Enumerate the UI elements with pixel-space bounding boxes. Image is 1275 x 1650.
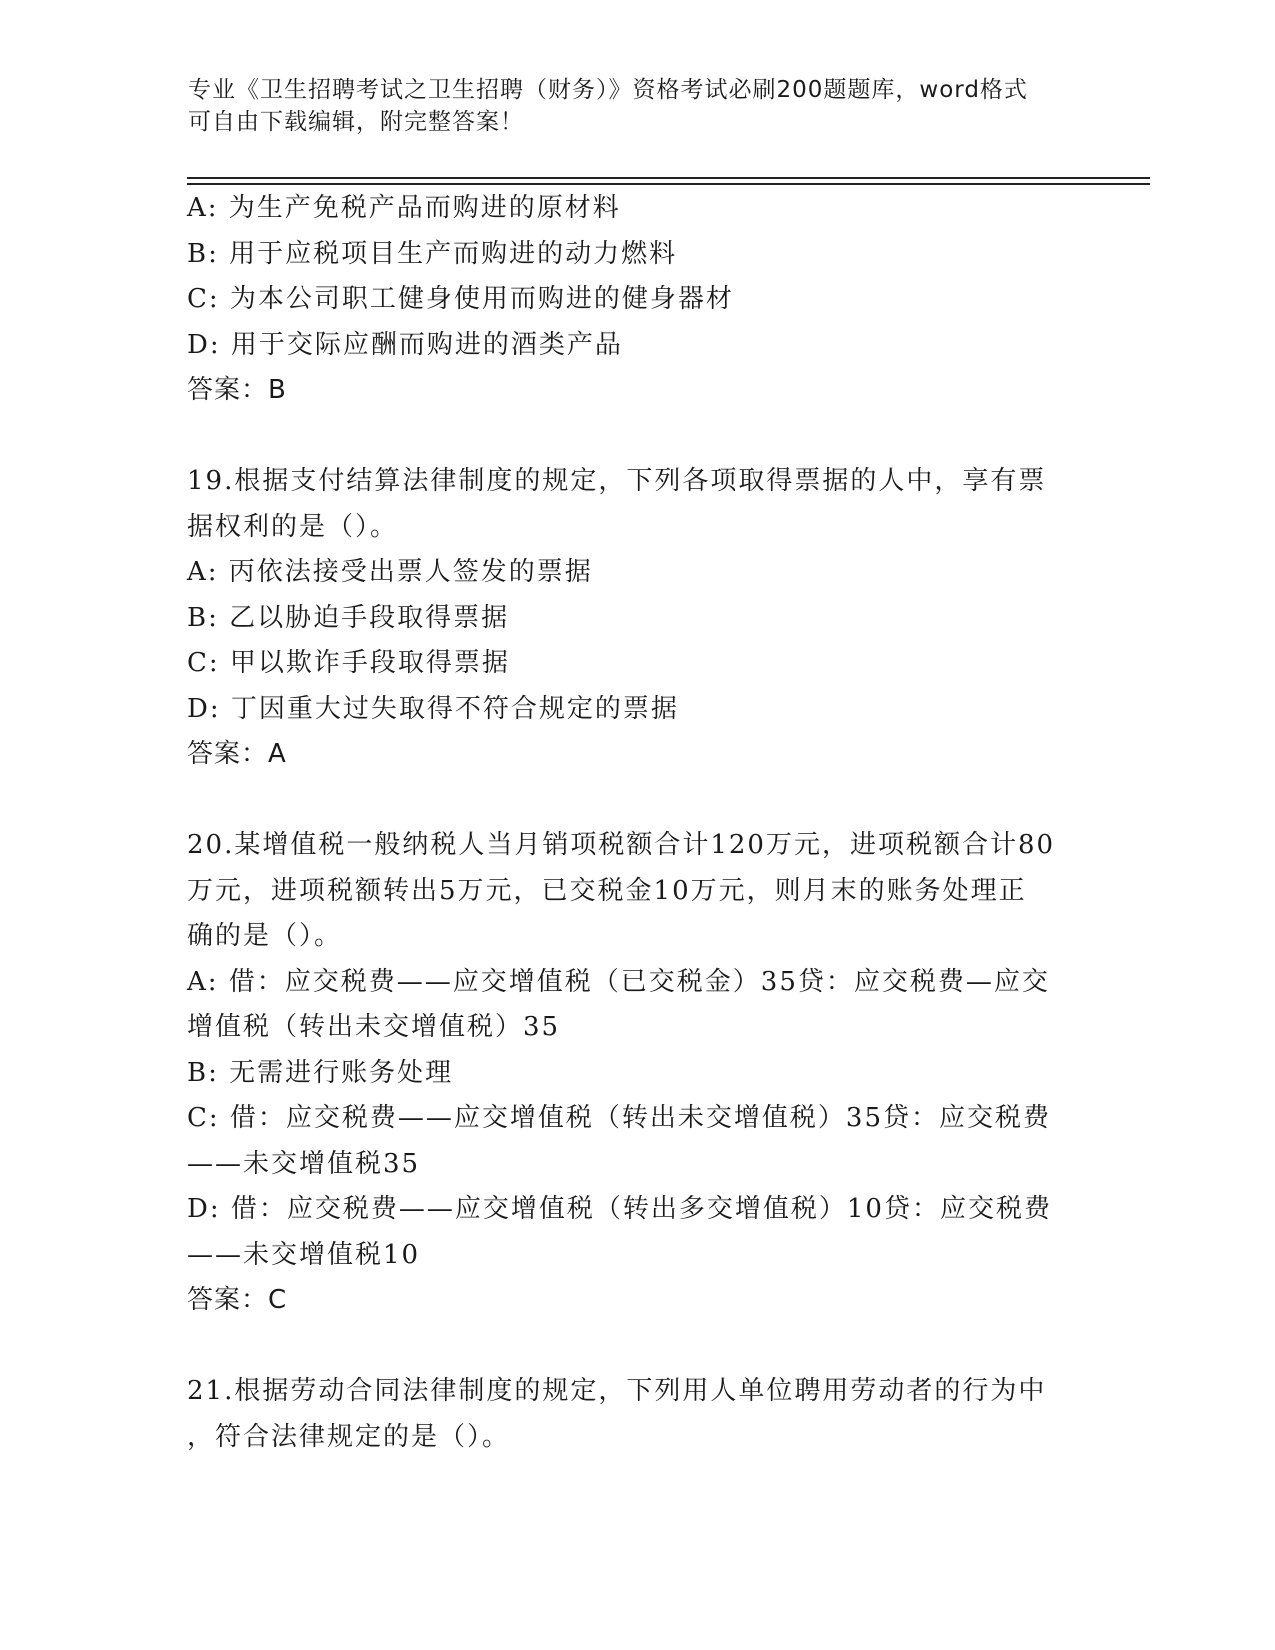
- question-stem-line: 确的是（）。: [187, 921, 343, 951]
- option-b: B: 用于应税项目生产而购进的动力燃料: [187, 238, 678, 269]
- option-d: D: 丁因重大过失取得不符合规定的票据: [187, 693, 679, 724]
- question-stem-line: 19.根据支付结算法律制度的规定，下列各项取得票据的人中，享有票: [187, 466, 1047, 496]
- question-18: [187, 186, 1087, 414]
- question-21: [187, 1369, 1087, 1460]
- option-d: D: 用于交际应酬而购进的酒类产品: [187, 329, 623, 360]
- question-stem-line: 21.根据劳动合同法律制度的规定，下列用人单位聘用劳动者的行为中: [187, 1376, 1047, 1406]
- option-a-continued: 增值税（转出未交增值税）35: [187, 1012, 561, 1042]
- option-b: B: 乙以胁迫手段取得票据: [187, 602, 510, 633]
- answer: 答案：C: [187, 1285, 288, 1315]
- document-header: [188, 74, 1068, 138]
- answer: 答案：B: [187, 375, 287, 405]
- question-stem-line: ，符合法律规定的是（）。: [187, 1421, 511, 1452]
- question-stem-line: 万元，进项税额转出5万元，已交税金10万元，则月末的账务处理正: [187, 875, 1027, 906]
- question-stem-line: 据权利的是（）。: [187, 511, 399, 542]
- answer: 答案：A: [187, 739, 287, 769]
- option-a: A: 为生产免税产品而购进的原材料: [187, 193, 621, 223]
- option-c: C: 为本公司职工健身使用而购进的健身器材: [187, 284, 734, 314]
- option-a: A: 丙依法接受出票人签发的票据: [187, 557, 593, 587]
- question-stem-line: 20.某增值税一般纳税人当月销项税额合计120万元，进项税额合计80: [187, 830, 1056, 860]
- question-19: [187, 459, 1087, 778]
- document-body: [187, 186, 1087, 1460]
- option-c-continued: ——未交增值税35: [187, 1148, 421, 1179]
- spacer: [187, 414, 1087, 460]
- header-divider-bottom: [187, 183, 1150, 185]
- header-divider-top: [187, 177, 1150, 179]
- option-b: B: 无需进行账务处理: [187, 1057, 454, 1088]
- header-line-1: 专业《卫生招聘考试之卫生招聘（财务）》资格考试必刷200题题库，word格式: [188, 77, 1028, 103]
- question-20: [187, 823, 1087, 1324]
- spacer: [187, 778, 1087, 824]
- header-line-2: 可自由下载编辑，附完整答案！: [188, 109, 524, 135]
- option-d: D: 借：应交税费——应交增值税（转出多交增值税）10贷：应交税费: [187, 1194, 1052, 1224]
- option-a: A: 借：应交税费——应交增值税（已交税金）35贷：应交税费—应交: [187, 966, 1050, 997]
- option-d-continued: ——未交增值税10: [187, 1239, 421, 1270]
- option-c: C: 甲以欺诈手段取得票据: [187, 648, 510, 678]
- spacer: [187, 1324, 1087, 1370]
- option-c: C: 借：应交税费——应交增值税（转出未交增值税）35贷：应交税费: [187, 1103, 1052, 1133]
